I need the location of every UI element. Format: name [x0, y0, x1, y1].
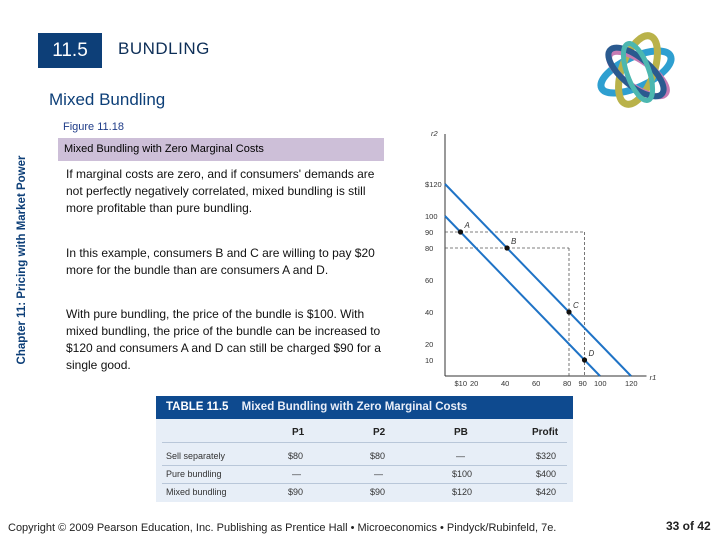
dashed-guides — [445, 232, 585, 376]
table-row — [156, 448, 573, 465]
cell-p1: $80 — [288, 451, 304, 461]
point-label-b: B — [511, 237, 517, 246]
row-label: Pure bundling — [166, 469, 222, 479]
cell-p1: — — [292, 469, 301, 479]
paragraph-example: In this example, consumers B and C are willing to pay $20 more for the bundle than are consumers A and D. — [66, 246, 375, 277]
point-b — [504, 245, 509, 250]
footer-copyright: Copyright © 2009 Pearson Education, Inc. Publishing as Prentice Hall • Microeconomics • Pindyck/Rubinfeld, 7e. — [8, 522, 557, 534]
point-label-a: A — [464, 221, 470, 230]
x-tick-label: 90 — [578, 379, 587, 388]
point-label-d: D — [588, 349, 595, 358]
x-tick-label: $10 — [454, 379, 468, 388]
x-tick-label: 60 — [532, 379, 541, 388]
x-tick-label: 100 — [594, 379, 607, 388]
table-number: TABLE 11.5 — [166, 401, 229, 413]
header-p1: P1 — [292, 427, 305, 438]
y-tick-label: $120 — [425, 180, 442, 189]
x-tick-label: 20 — [470, 379, 479, 388]
page-number: 33 of 42 — [666, 519, 711, 533]
table-row — [156, 484, 573, 501]
axes — [431, 129, 656, 382]
point-a — [458, 229, 463, 234]
header-profit: Profit — [532, 427, 559, 438]
mixed-bundling-diagram — [405, 122, 710, 390]
y-tick-label: 10 — [425, 356, 434, 365]
row-label: Mixed bundling — [166, 487, 227, 497]
table-title-bar — [156, 396, 573, 419]
x-axis-label: r1 — [649, 373, 657, 382]
cell-p2: — — [374, 469, 383, 479]
paragraph-intro: If marginal costs are zero, and if consumers' demands are not perfectly negatively correlated, mixed bundling is still more profitable than pure bundling. — [66, 167, 375, 215]
y-axis-label: r2 — [431, 129, 438, 138]
point-d — [582, 357, 587, 362]
header-pb: PB — [454, 427, 468, 438]
figure-caption: Mixed Bundling with Zero Marginal Costs — [58, 138, 384, 161]
x-tick-label: 80 — [563, 379, 572, 388]
x-tick-label: 40 — [501, 379, 510, 388]
chapter-side-label: Chapter 11: Pricing with Market Power — [16, 155, 28, 365]
tick-labels — [425, 180, 638, 388]
cell-profit: $400 — [536, 469, 557, 479]
table-11-5 — [156, 396, 573, 502]
y-tick-label: 40 — [425, 308, 434, 317]
section-number-badge: 11.5 — [38, 33, 102, 68]
y-tick-label: 20 — [425, 340, 434, 349]
row-label: Sell separately — [166, 451, 226, 461]
consumer-points — [458, 221, 595, 363]
cell-pb: — — [456, 451, 465, 461]
table-row — [156, 466, 573, 483]
cell-pb: $120 — [452, 487, 473, 497]
slide-subtitle: Mixed Bundling — [49, 90, 166, 109]
cell-pb: $100 — [452, 469, 473, 479]
rings-logo-icon — [592, 28, 684, 116]
point-c — [566, 309, 571, 314]
cell-profit: $320 — [536, 451, 557, 461]
y-tick-label: 90 — [425, 228, 434, 237]
section-title: BUNDLING — [118, 39, 210, 58]
header-p2: P2 — [373, 427, 386, 438]
table-divider — [162, 442, 567, 443]
y-tick-label: 100 — [425, 212, 438, 221]
cell-profit: $420 — [536, 487, 557, 497]
paragraph-pricing: With pure bundling, the price of the bundle is $100. With mixed bundling, the price of the bundle can be increased to $120 and consumers A and D can still be charged $90 for a single good. — [66, 307, 381, 372]
cell-p2: $80 — [370, 451, 386, 461]
point-label-c: C — [573, 301, 579, 310]
bundle-line — [445, 216, 600, 376]
table-title: Mixed Bundling with Zero Marginal Costs — [241, 401, 468, 413]
cell-p1: $90 — [288, 487, 304, 497]
cell-p2: $90 — [370, 487, 386, 497]
bundle-line — [445, 184, 631, 376]
figure-label: Figure 11.18 — [63, 121, 124, 133]
y-tick-label: 60 — [425, 276, 434, 285]
bundle-price-lines — [445, 184, 631, 376]
y-tick-label: 80 — [425, 244, 434, 253]
x-tick-label: 120 — [625, 379, 638, 388]
